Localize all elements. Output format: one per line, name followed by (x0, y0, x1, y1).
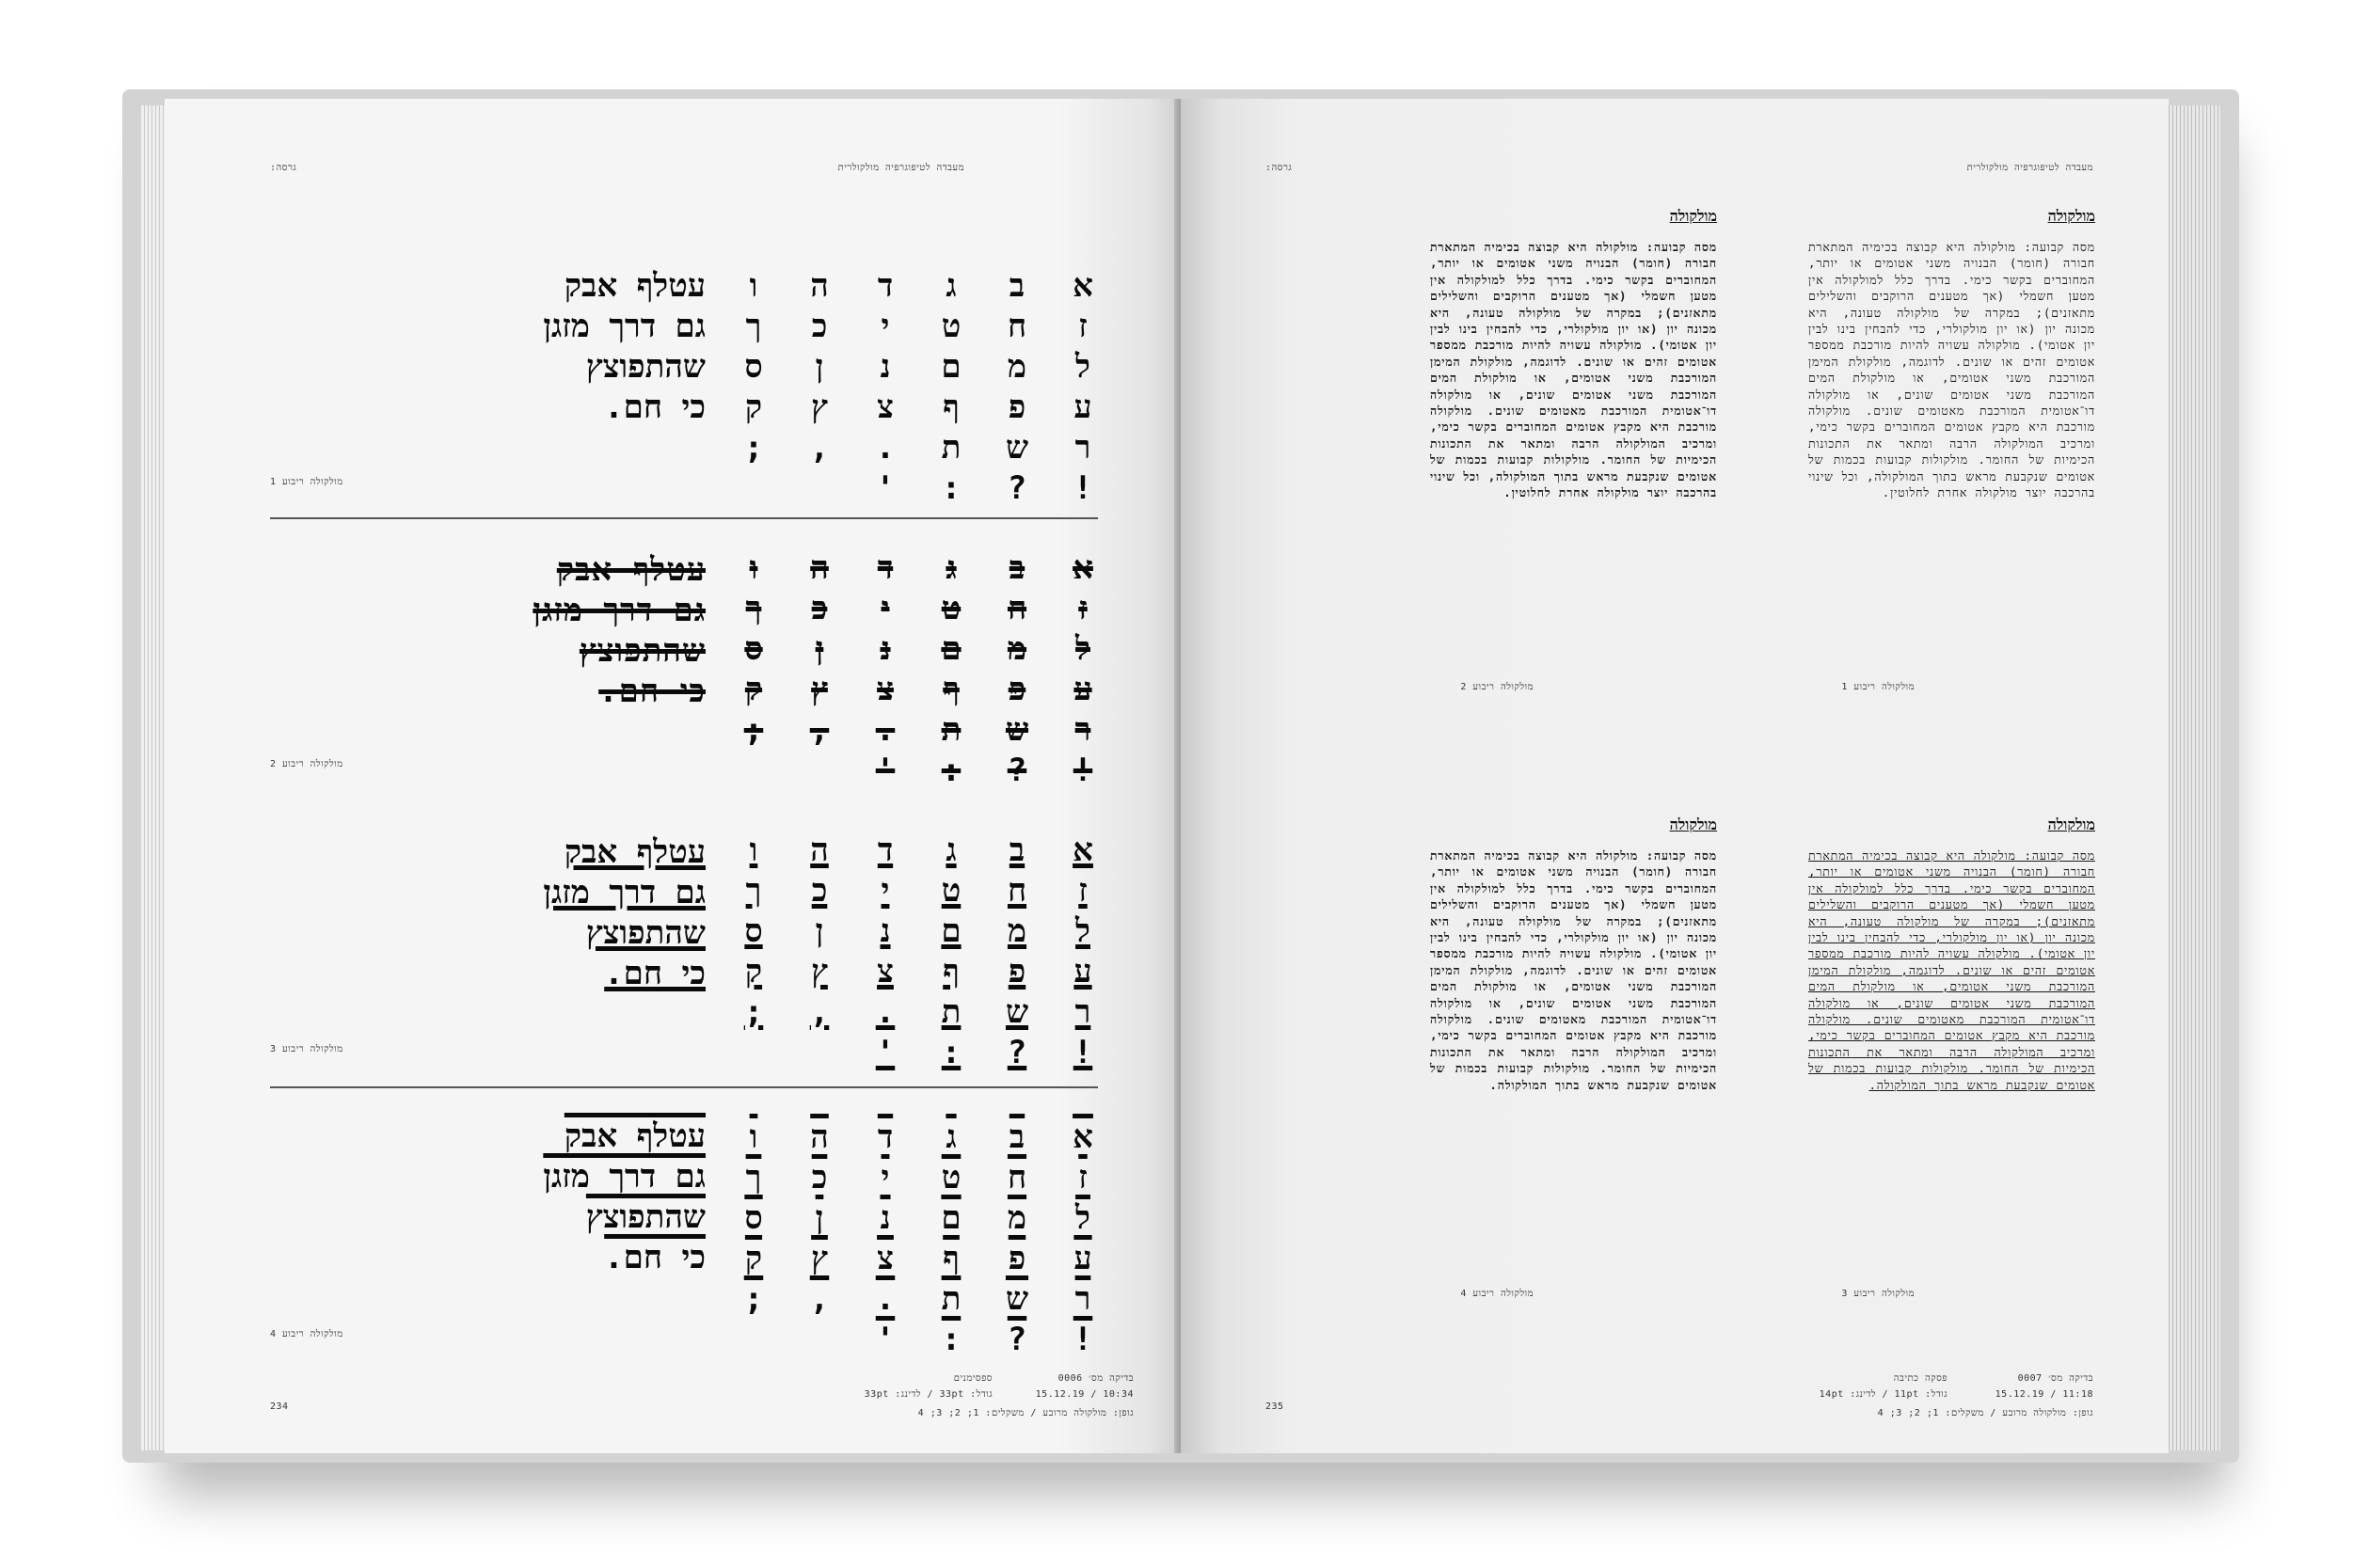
text-block-heading: מולקולה (2047, 207, 2095, 225)
glyph: ב (1009, 1118, 1025, 1156)
glyph: : (941, 469, 962, 507)
glyph: ך (745, 872, 762, 910)
glyph: צ (877, 388, 894, 426)
glyph: ן (815, 912, 824, 950)
glyph: ר (1074, 711, 1091, 749)
glyph: ו (749, 1118, 758, 1156)
glyph: : (941, 752, 962, 789)
right-footer-size: גודל: 11pt / לדינג: 14pt (1819, 1389, 1948, 1400)
right-footer-font: גופן: מולקולה מרובע / משקלים: 1; 2; 3; 4 (1877, 1408, 2093, 1418)
glyph: ב (1009, 832, 1025, 869)
text-block-heading: מולקולה (2047, 816, 2095, 833)
left-page (165, 99, 1181, 1453)
glyph: ד (877, 1118, 894, 1156)
pangram-line: שהתפוצץ (585, 914, 706, 952)
glyph: ? (1007, 752, 1027, 789)
glyph: מ (1007, 630, 1027, 668)
alphabet-specimen-1 (731, 268, 1105, 507)
right-footer-datetime: 11:18 / 15.12.19 (1995, 1389, 2093, 1400)
glyph: פ (1008, 1240, 1026, 1277)
glyph: ג (946, 549, 957, 587)
alphabet-specimen-4 (731, 1119, 1105, 1358)
glyph: ץ (811, 671, 828, 708)
glyph: צ (877, 953, 894, 990)
glyph: ף (943, 671, 960, 708)
glyph: ך (745, 1159, 762, 1196)
glyph: ב (1009, 549, 1025, 587)
text-block-heading: מולקולה (1669, 207, 1717, 225)
right-footer-section: פסקה כתיבה (1893, 1373, 1948, 1384)
right-running-header: מעבדה לטיפוגרפיה מולקולרית (1966, 163, 2093, 173)
right-footer-test-number: בדיקה מס׳ 0007 (2017, 1373, 2093, 1384)
glyph: ט (941, 872, 962, 910)
glyph: י (881, 308, 890, 345)
glyph: ם (941, 1199, 962, 1237)
glyph: ; (743, 711, 764, 749)
glyph: ש (1005, 711, 1029, 749)
pangram-line: כי חם. (598, 673, 706, 710)
glyph: מ (1007, 1199, 1027, 1237)
glyph: ת (941, 1280, 962, 1318)
pangram-line: גם דרך מזגן (543, 1158, 706, 1196)
glyph: ו (749, 267, 758, 305)
pangram-line: גם דרך מזגן (533, 592, 706, 629)
glyph: ; (743, 993, 764, 1031)
pangram-line: עטלף אבק (556, 551, 706, 589)
right-page (1181, 99, 2169, 1453)
glyph: . (875, 1280, 896, 1318)
glyph: י (881, 1159, 890, 1196)
glyph: . (875, 429, 896, 467)
glyph: ק (744, 671, 763, 708)
glyph: נ (880, 630, 891, 668)
glyph: ' (875, 1034, 896, 1071)
glyph: כ (811, 872, 828, 910)
glyph: ' (875, 469, 896, 507)
glyph: א (1073, 267, 1093, 305)
left-running-header-version: גרסה: (270, 163, 297, 173)
glyph: ח (1007, 872, 1027, 910)
right-running-header-version: גרסה: (1265, 163, 1293, 173)
glyph: ז (1078, 872, 1088, 910)
text-block-caption-1: מולקולה ריבוע 1 (1841, 682, 1915, 692)
glyph: ה (810, 1118, 829, 1156)
row-divider-1 (270, 517, 1098, 519)
glyph: ר (1074, 429, 1091, 467)
glyph: ! (1073, 752, 1093, 789)
glyph: כ (811, 308, 828, 345)
glyph: צ (877, 671, 894, 708)
glyph: ת (941, 429, 962, 467)
glyph: ף (943, 953, 960, 990)
glyph: א (1073, 1118, 1093, 1156)
glyph: ת (941, 993, 962, 1031)
glyph: ? (1007, 1034, 1027, 1071)
text-block-caption-2: מולקולה ריבוע 2 (1460, 682, 1534, 692)
glyph: ה (810, 832, 829, 869)
glyph: ש (1005, 1280, 1029, 1318)
left-footer-font: גופן: מולקולה מרובע / משקלים: 1; 2; 3; 4 (917, 1408, 1134, 1418)
pangram-line: עטלף אבק (564, 1117, 706, 1155)
glyph: ד (877, 832, 894, 869)
row-divider-2 (270, 1086, 1098, 1088)
glyph: , (809, 1280, 830, 1318)
glyph: ! (1073, 1321, 1093, 1358)
left-running-header: מעבדה לטיפוגרפיה מולקולרית (837, 163, 964, 173)
glyph: ח (1007, 1159, 1027, 1196)
glyph: ש (1005, 429, 1029, 467)
text-block-body: מסה קבועה: מולקולה היא קבוצה בכימיה המתארת חבורה (חומר) הבנויה משני אטומים או יותר, המחוברים בקשר כימי. בדרך כלל למולקולה אין מטען חשמלי (אך מטענים הרוקבים והשלילים מתאזנים); במקרה של מולקולה טעונה, היא מכונה יון (או יון מולקולרי, כדי להבחין בינו לבין יון אטומי). מולקולה עשויה להיות מורכבת ממספר אטומים זהים או שונים. לדוגמה, מולקולת המימן המורכבת משני אטומים, או מולקולת המים המורכבת משני אטומים שונים, או מולקולה דו־אטומית המורכבת מאטומים שונים. מולקולה מורכבת היא מקבץ אטומים המחוברים בקשר כימי, ומרכיב המולקולה הרבה ומתאר את התכונות הכימיות של החומר. מולקולות קבועות בכמות של אטומים שנקבעת מראש בתוך המולקולה. (1430, 848, 1717, 1092)
pangram-specimen-3 (543, 832, 706, 994)
glyph: ט (941, 590, 962, 627)
left-footer-test-number: בדיקה מס׳ 0006 (1057, 1373, 1134, 1384)
left-page-number: 234 (270, 1402, 289, 1412)
glyph: ! (1073, 469, 1093, 507)
glyph: נ (880, 348, 891, 386)
glyph: ם (941, 630, 962, 668)
pangram-specimen-2 (533, 550, 706, 712)
glyph: ס (744, 630, 763, 668)
text-block-caption-3: מולקולה ריבוע 3 (1841, 1289, 1915, 1299)
pangram-line: עטלף אבק (564, 267, 706, 305)
glyph: ך (745, 590, 762, 627)
glyph: ק (744, 1240, 763, 1277)
glyph: ה (810, 267, 829, 305)
glyph: . (875, 993, 896, 1031)
glyph: ד (877, 267, 894, 305)
glyph: נ (880, 912, 891, 950)
glyph: ס (744, 348, 763, 386)
pangram-line: כי חם. (604, 388, 706, 426)
glyph: ק (744, 953, 763, 990)
glyph: מ (1007, 912, 1027, 950)
glyph: ס (744, 912, 763, 950)
glyph: פ (1008, 388, 1026, 426)
pangram-line: כי חם. (604, 955, 706, 992)
glyph: , (809, 429, 830, 467)
glyph: ! (1073, 1034, 1093, 1071)
pangram-specimen-1 (543, 266, 706, 428)
glyph: ר (1074, 993, 1091, 1031)
specimen-caption-3: מולקולה ריבוע 3 (270, 1044, 343, 1054)
glyph: ל (1075, 630, 1090, 668)
glyph: ב (1009, 267, 1025, 305)
glyph: ת (941, 711, 962, 749)
glyph: ן (815, 1199, 824, 1237)
glyph: י (881, 590, 890, 627)
glyph: ח (1007, 590, 1027, 627)
text-block-3 (1808, 816, 2095, 1093)
left-footer-datetime: 10:34 / 15.12.19 (1035, 1389, 1134, 1400)
glyph: כ (811, 1159, 828, 1196)
glyph: כ (811, 590, 828, 627)
glyph: ? (1007, 1321, 1027, 1358)
glyph: . (875, 711, 896, 749)
glyph: ו (749, 549, 758, 587)
glyph: ל (1075, 348, 1090, 386)
glyph: : (941, 1321, 962, 1358)
glyph: א (1073, 832, 1093, 869)
glyph: ז (1078, 590, 1088, 627)
glyph: א (1073, 549, 1093, 587)
alphabet-specimen-2 (731, 550, 1105, 789)
glyph: ק (744, 388, 763, 426)
text-block-1 (1808, 207, 2095, 501)
glyph: ן (815, 348, 824, 386)
glyph: ן (815, 630, 824, 668)
glyph: ך (745, 308, 762, 345)
pangram-line: שהתפוצץ (585, 1198, 706, 1236)
glyph: ף (943, 388, 960, 426)
glyph: ז (1078, 1159, 1088, 1196)
glyph: , (809, 993, 830, 1031)
text-block-body: מסה קבועה: מולקולה היא קבוצה בכימיה המתארת חבורה (חומר) הבנויה משני אטומים או יותר, המחוברים בקשר כימי. בדרך כלל למולקולה אין מטען חשמלי (אך מטענים הרוקבים והשלילים מתאזנים); במקרה של מולקולה טעונה, היא מכונה יון (או יון מולקולרי, כדי להבחין בינו לבין יון אטומי). מולקולה עשויה להיות מורכבת ממספר אטומים זהים או שונים. לדוגמה, מולקולת המימן המורכבת משני אטומים, או מולקולת המים המורכבת משני אטומים שונים, או מולקולה דו־אטומית המורכבת מאטומים שונים. מולקולה מורכבת היא מקבץ אטומים המחוברים בקשר כימי, ומרכיב המולקולה הרבה ומתאר את התכונות הכימיות של החומר. מולקולות קבועות בכמות של אטומים שנקבעת מראש בתוך המולקולה, וכל שינוי בהרכבה יוצר מולקולה אחרת לחלוטין. (1430, 240, 1717, 500)
glyph: , (809, 711, 830, 749)
glyph: ד (877, 549, 894, 587)
glyph: צ (877, 1240, 894, 1277)
specimen-caption-2: מולקולה ריבוע 2 (270, 759, 343, 769)
glyph: ז (1078, 308, 1088, 345)
glyph: ' (875, 752, 896, 789)
glyph: ג (946, 832, 957, 869)
glyph: ט (941, 1159, 962, 1196)
specimen-caption-1: מולקולה ריבוע 1 (270, 477, 343, 487)
specimen-caption-4: מולקולה ריבוע 4 (270, 1329, 343, 1339)
glyph: ; (743, 429, 764, 467)
glyph: ע (1073, 953, 1092, 990)
pangram-line: שהתפוצץ (579, 632, 706, 670)
glyph: ס (744, 1199, 763, 1237)
glyph: ג (946, 1118, 957, 1156)
glyph: נ (880, 1199, 891, 1237)
pangram-line: גם דרך מזגן (543, 874, 706, 911)
glyph: ח (1007, 308, 1027, 345)
glyph: ץ (811, 388, 828, 426)
glyph: מ (1007, 348, 1027, 386)
pangram-specimen-4 (543, 1117, 706, 1278)
glyph: ו (749, 832, 758, 869)
glyph: ט (941, 308, 962, 345)
right-page-number: 235 (1265, 1402, 1284, 1412)
glyph: ר (1074, 1280, 1091, 1318)
glyph: ? (1007, 469, 1027, 507)
glyph: ע (1073, 1240, 1092, 1277)
glyph: ע (1073, 671, 1092, 708)
alphabet-specimen-3 (731, 832, 1105, 1071)
glyph: ף (943, 1240, 960, 1277)
glyph: פ (1008, 953, 1026, 990)
text-block-heading: מולקולה (1669, 816, 1717, 833)
text-block-4 (1430, 816, 1717, 1093)
glyph: : (941, 1034, 962, 1071)
glyph: ה (810, 549, 829, 587)
left-footer-size: גודל: 33pt / לדינג: 33pt (864, 1389, 993, 1400)
pangram-line: שהתפוצץ (585, 348, 706, 386)
pangram-line: עטלף אבק (564, 833, 706, 871)
glyph: ץ (811, 1240, 828, 1277)
glyph: ם (941, 348, 962, 386)
glyph: ל (1075, 912, 1090, 950)
text-block-caption-4: מולקולה ריבוע 4 (1460, 1289, 1534, 1299)
text-block-body: מסה קבועה: מולקולה היא קבוצה בכימיה המתארת חבורה (חומר) הבנויה משני אטומים או יותר, המחוברים בקשר כימי. בדרך כלל למולקולה אין מטען חשמלי (אך מטענים הרוקבים והשלילים מתאזנים); במקרה של מולקולה טעונה, היא מכונה יון (או יון מולקולרי, כדי להבחין בינו לבין יון אטומי). מולקולה עשויה להיות מורכבת ממספר אטומים זהים או שונים. לדוגמה, מולקולת המימן המורכבת משני אטומים, או מולקולת המים המורכבת משני אטומים שונים, או מולקולה דו־אטומית המורכבת מאטומים שונים. מולקולה מורכבת היא מקבץ אטומים המחוברים בקשר כימי, ומרכיב המולקולה הרבה ומתאר את התכונות הכימיות של החומר. מולקולות קבועות בכמות של אטומים שנקבעת מראש בתוך המולקולה. (1808, 848, 2095, 1092)
glyph: ע (1073, 388, 1092, 426)
text-block-2 (1430, 207, 1717, 501)
glyph: ש (1005, 993, 1029, 1031)
pangram-line: גם דרך מזגן (543, 308, 706, 345)
left-footer-section: ספסימנים (953, 1373, 993, 1384)
glyph: ' (875, 1321, 896, 1358)
glyph: ם (941, 912, 962, 950)
glyph: ץ (811, 953, 828, 990)
glyph: ג (946, 267, 957, 305)
glyph: י (881, 872, 890, 910)
glyph: ; (743, 1280, 764, 1318)
glyph: ל (1075, 1199, 1090, 1237)
text-block-body: מסה קבועה: מולקולה היא קבוצה בכימיה המתארת חבורה (חומר) הבנויה משני אטומים או יותר, המחוברים בקשר כימי. בדרך כלל למולקולה אין מטען חשמלי (אך מטענים הרוקבים והשלילים מתאזנים); במקרה של מולקולה טעונה, היא מכונה יון (או יון מולקולרי, כדי להבחין בינו לבין יון אטומי). מולקולה עשויה להיות מורכבת ממספר אטומים זהים או שונים. לדוגמה, מולקולת המימן המורכבת משני אטומים, או מולקולת המים המורכבת משני אטומים שונים, או מולקולה דו־אטומית המורכבת מאטומים שונים. מולקולה מורכבת היא מקבץ אטומים המחוברים בקשר כימי, ומרכיב המולקולה הרבה ומתאר את התכונות הכימיות של החומר. מולקולות קבועות בכמות של אטומים שנקבעת מראש בתוך המולקולה, וכל שינוי בהרכבה יוצר מולקולה אחרת לחלוטין. (1808, 240, 2095, 500)
pangram-line: כי חם. (604, 1239, 706, 1276)
glyph: פ (1008, 671, 1026, 708)
